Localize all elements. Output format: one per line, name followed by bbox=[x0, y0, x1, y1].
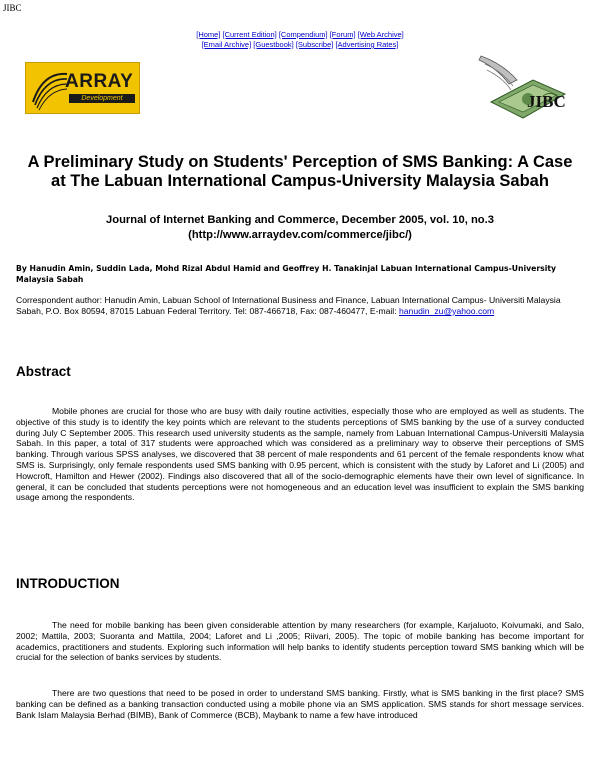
nav-current-edition-link[interactable]: [Current Edition] bbox=[222, 30, 277, 39]
array-development-logo[interactable] bbox=[25, 62, 140, 114]
nav-email-archive-link[interactable]: [Email Archive] bbox=[201, 40, 252, 49]
nav-forum-link[interactable]: [Forum] bbox=[329, 30, 356, 39]
abstract-text: Mobile phones are crucial for those who are busy with daily routine activities, especially those who are employed as well as students. The objective of this study is to identify the key points which are relevant to the students perceptions of SMS banking by the use of a survey conducted during July C September 2005. This research used university students as the sample, namely from Labuan International Campus-Universiti Malaysia Sabah. In this paper, a total of 317 students were approached which was considered as a preliminary way to observe their perceptions of SMS banking. Through various SPSS analyses, we discovered that 38 percent of male respondents and 61 percent of the female respondents know what SMS is. Surprisingly, only female respondents used SMS banking with 0.95 percent, which is consistent with the study by Laforet and Li (2005) and Howcroft, Hamilton and Hewer (2002). Findings also discovered that all of the socio-demographic elements have their own level of significance. In general, it can be concluded that students perceptions were not homogeneous and an education level was insufficient to explain the SMS banking usage among the respondents. bbox=[16, 406, 584, 503]
nav-subscribe-link[interactable]: [Subscribe] bbox=[295, 40, 334, 49]
journal-citation bbox=[20, 213, 580, 243]
authors-line: By Hanudin Amin, Suddin Lada, Mohd Rizal Abdul Hamid and Geoffrey H. Tanakinjal Labuan International Campus-University Malaysia Sabah bbox=[16, 264, 557, 284]
nav-advertising-rates-link[interactable]: [Advertising Rates] bbox=[335, 40, 399, 49]
corner-label: JIBC bbox=[3, 3, 22, 13]
paper-title: A Preliminary Study on Students' Perception of SMS Banking: A Case at The Labuan International Campus-University Malaysia Sabah bbox=[27, 153, 573, 190]
correspondent-email-link[interactable]: hanudin_zu@yahoo.com bbox=[399, 306, 495, 316]
correspondent-text: Correspondent author: Hanudin Amin, Labuan School of International Business and Finance, Labuan International Campus- Universiti Malaysia Sabah, P.O. Box 80594, 87015 Labuan Federal Territory. Tel: 087-466718, Fax: 087-460477, E-mail: bbox=[16, 295, 561, 316]
top-nav-row-2 bbox=[0, 40, 600, 50]
nav-home-link[interactable]: [Home] bbox=[196, 30, 221, 39]
banknote-wing-icon bbox=[473, 50, 583, 128]
top-nav-row-1 bbox=[0, 30, 600, 40]
introduction-paragraph-2: There are two questions that need to be posed in order to understand SMS banking. Firstly, what is SMS banking in the first place? SMS banking can be defined as a banking transaction conducted using a mobile phone via an SMS application. SMS stands for short message services. Bank Islam Malaysia Berhad (BIMB), Bank of Commerce (BCB), Maybank to name a few have introduced bbox=[16, 688, 584, 720]
journal-url: (http://www.arraydev.com/commerce/jibc/) bbox=[188, 229, 412, 241]
abstract-heading: Abstract bbox=[16, 364, 71, 379]
journal-line: Journal of Internet Banking and Commerce, December 2005, vol. 10, no.3 bbox=[106, 214, 494, 226]
introduction-heading: INTRODUCTION bbox=[16, 576, 120, 591]
correspondent-info bbox=[16, 295, 584, 317]
jibc-logo[interactable] bbox=[473, 50, 583, 128]
nav-compendium-link[interactable]: [Compendium] bbox=[278, 30, 328, 39]
array-logo-text: ARRAY bbox=[65, 71, 134, 92]
array-logo-subtext: Development bbox=[69, 94, 135, 103]
nav-guestbook-link[interactable]: [Guestbook] bbox=[253, 40, 294, 49]
introduction-paragraph-1: The need for mobile banking has been given considerable attention by many researchers (for example, Karjaluoto, Koivumaki, and Salo, 2002; Mattila, 2003; Suoranta and Mattila, 2004; Laforet and Li ,2005; Riivari, 2005). The topic of mobile banking has become important for academics, practitioners and students. Exploring such information will help banks to identify students perception toward SMS banking which will be crucial for the selection of banks services by students. bbox=[16, 620, 584, 663]
nav-web-archive-link[interactable]: [Web Archive] bbox=[357, 30, 404, 39]
jibc-logo-text: JIBC bbox=[527, 92, 566, 111]
